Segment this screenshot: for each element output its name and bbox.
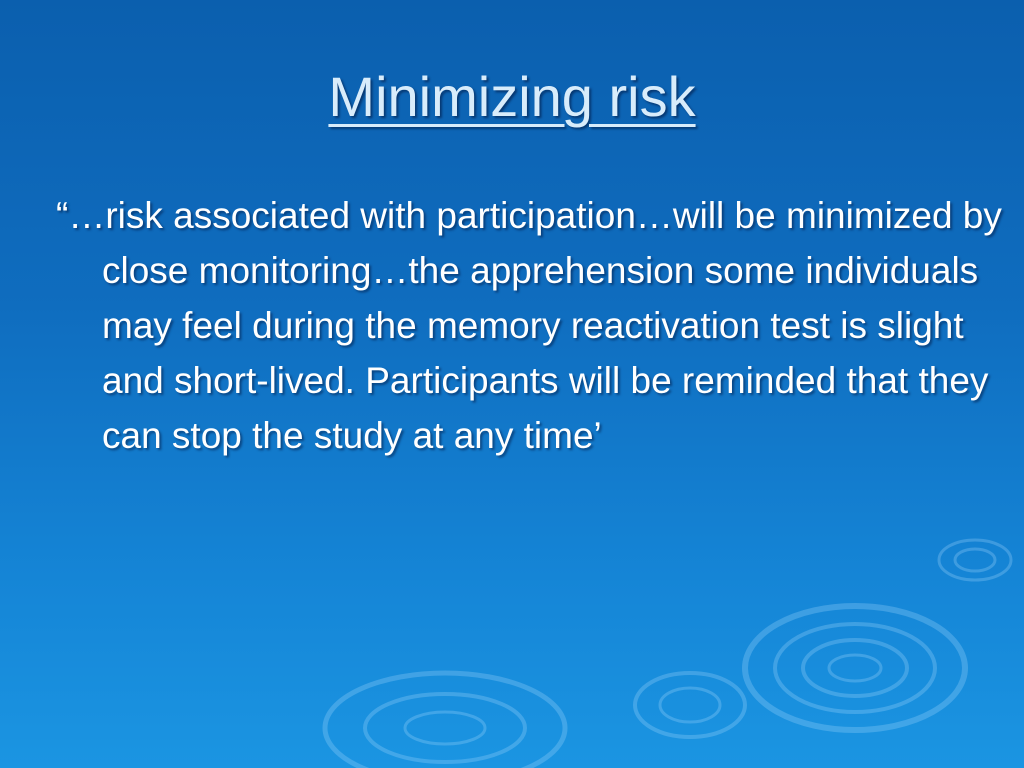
ripple-bottom-mid: [635, 673, 745, 737]
quote-paragraph: “…risk associated with participation…will be minimized by close monitoring…the apprehension some individuals may feel during the memory reactivation test is slight and short-lived. Participants will be reminded that they can stop the study at any time’: [56, 195, 1002, 456]
slide-title: Minimizing risk: [328, 65, 696, 128]
ripple-bottom-center: [325, 673, 565, 768]
ripple-small-right: [939, 540, 1011, 580]
ripple-large: [745, 606, 965, 730]
